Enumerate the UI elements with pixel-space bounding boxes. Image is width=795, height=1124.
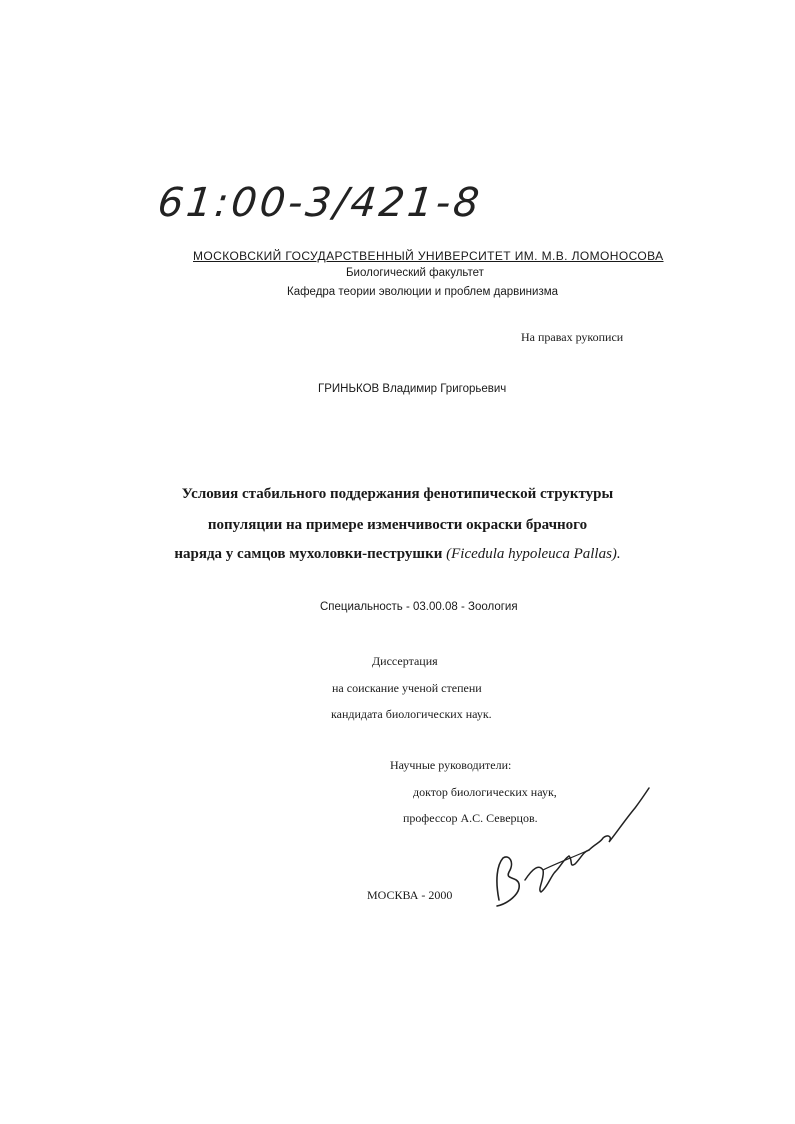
degree-name: кандидата биологических наук. — [331, 707, 492, 721]
thesis-title-line-1: Условия стабильного поддержания фенотипической структуры — [181, 486, 614, 502]
faculty-name: Биологический факультет — [346, 267, 484, 279]
city-year: МОСКВА - 2000 — [367, 888, 453, 902]
supervisors-heading: Научные руководители: — [390, 758, 512, 772]
dissertation-label: Диссертация — [372, 654, 438, 668]
specialty: Специальность - 03.00.08 - Зоология — [320, 601, 518, 613]
thesis-title-line-2: популяции на примере изменчивости окраски брачного — [207, 517, 588, 533]
department-name: Кафедра теории эволюции и проблем дарвинизма — [287, 286, 559, 298]
thesis-title-line-3 — [0, 546, 795, 563]
species-name: (Ficedula hypoleuca Pallas). — [446, 546, 621, 562]
author-name: ГРИНЬКОВ Владимир Григорьевич — [318, 383, 507, 395]
supervisor-name: профессор А.С. Северцов. — [403, 811, 538, 825]
handwritten-signature — [485, 780, 655, 920]
thesis-title-line-3-text: наряда у самцов мухоловки-пеструшки — [174, 546, 443, 562]
archive-code: 61:00-3/421-8 — [155, 180, 485, 226]
degree-purpose: на соискание ученой степени — [332, 681, 482, 695]
university-name: МОСКОВСКИЙ ГОСУДАРСТВЕННЫЙ УНИВЕРСИТЕТ ИМ. М.В. ЛОМОНОСОВА — [193, 249, 664, 263]
supervisor-degree: доктор биологических наук, — [413, 785, 557, 799]
manuscript-rights-note: На правах рукописи — [521, 330, 624, 344]
